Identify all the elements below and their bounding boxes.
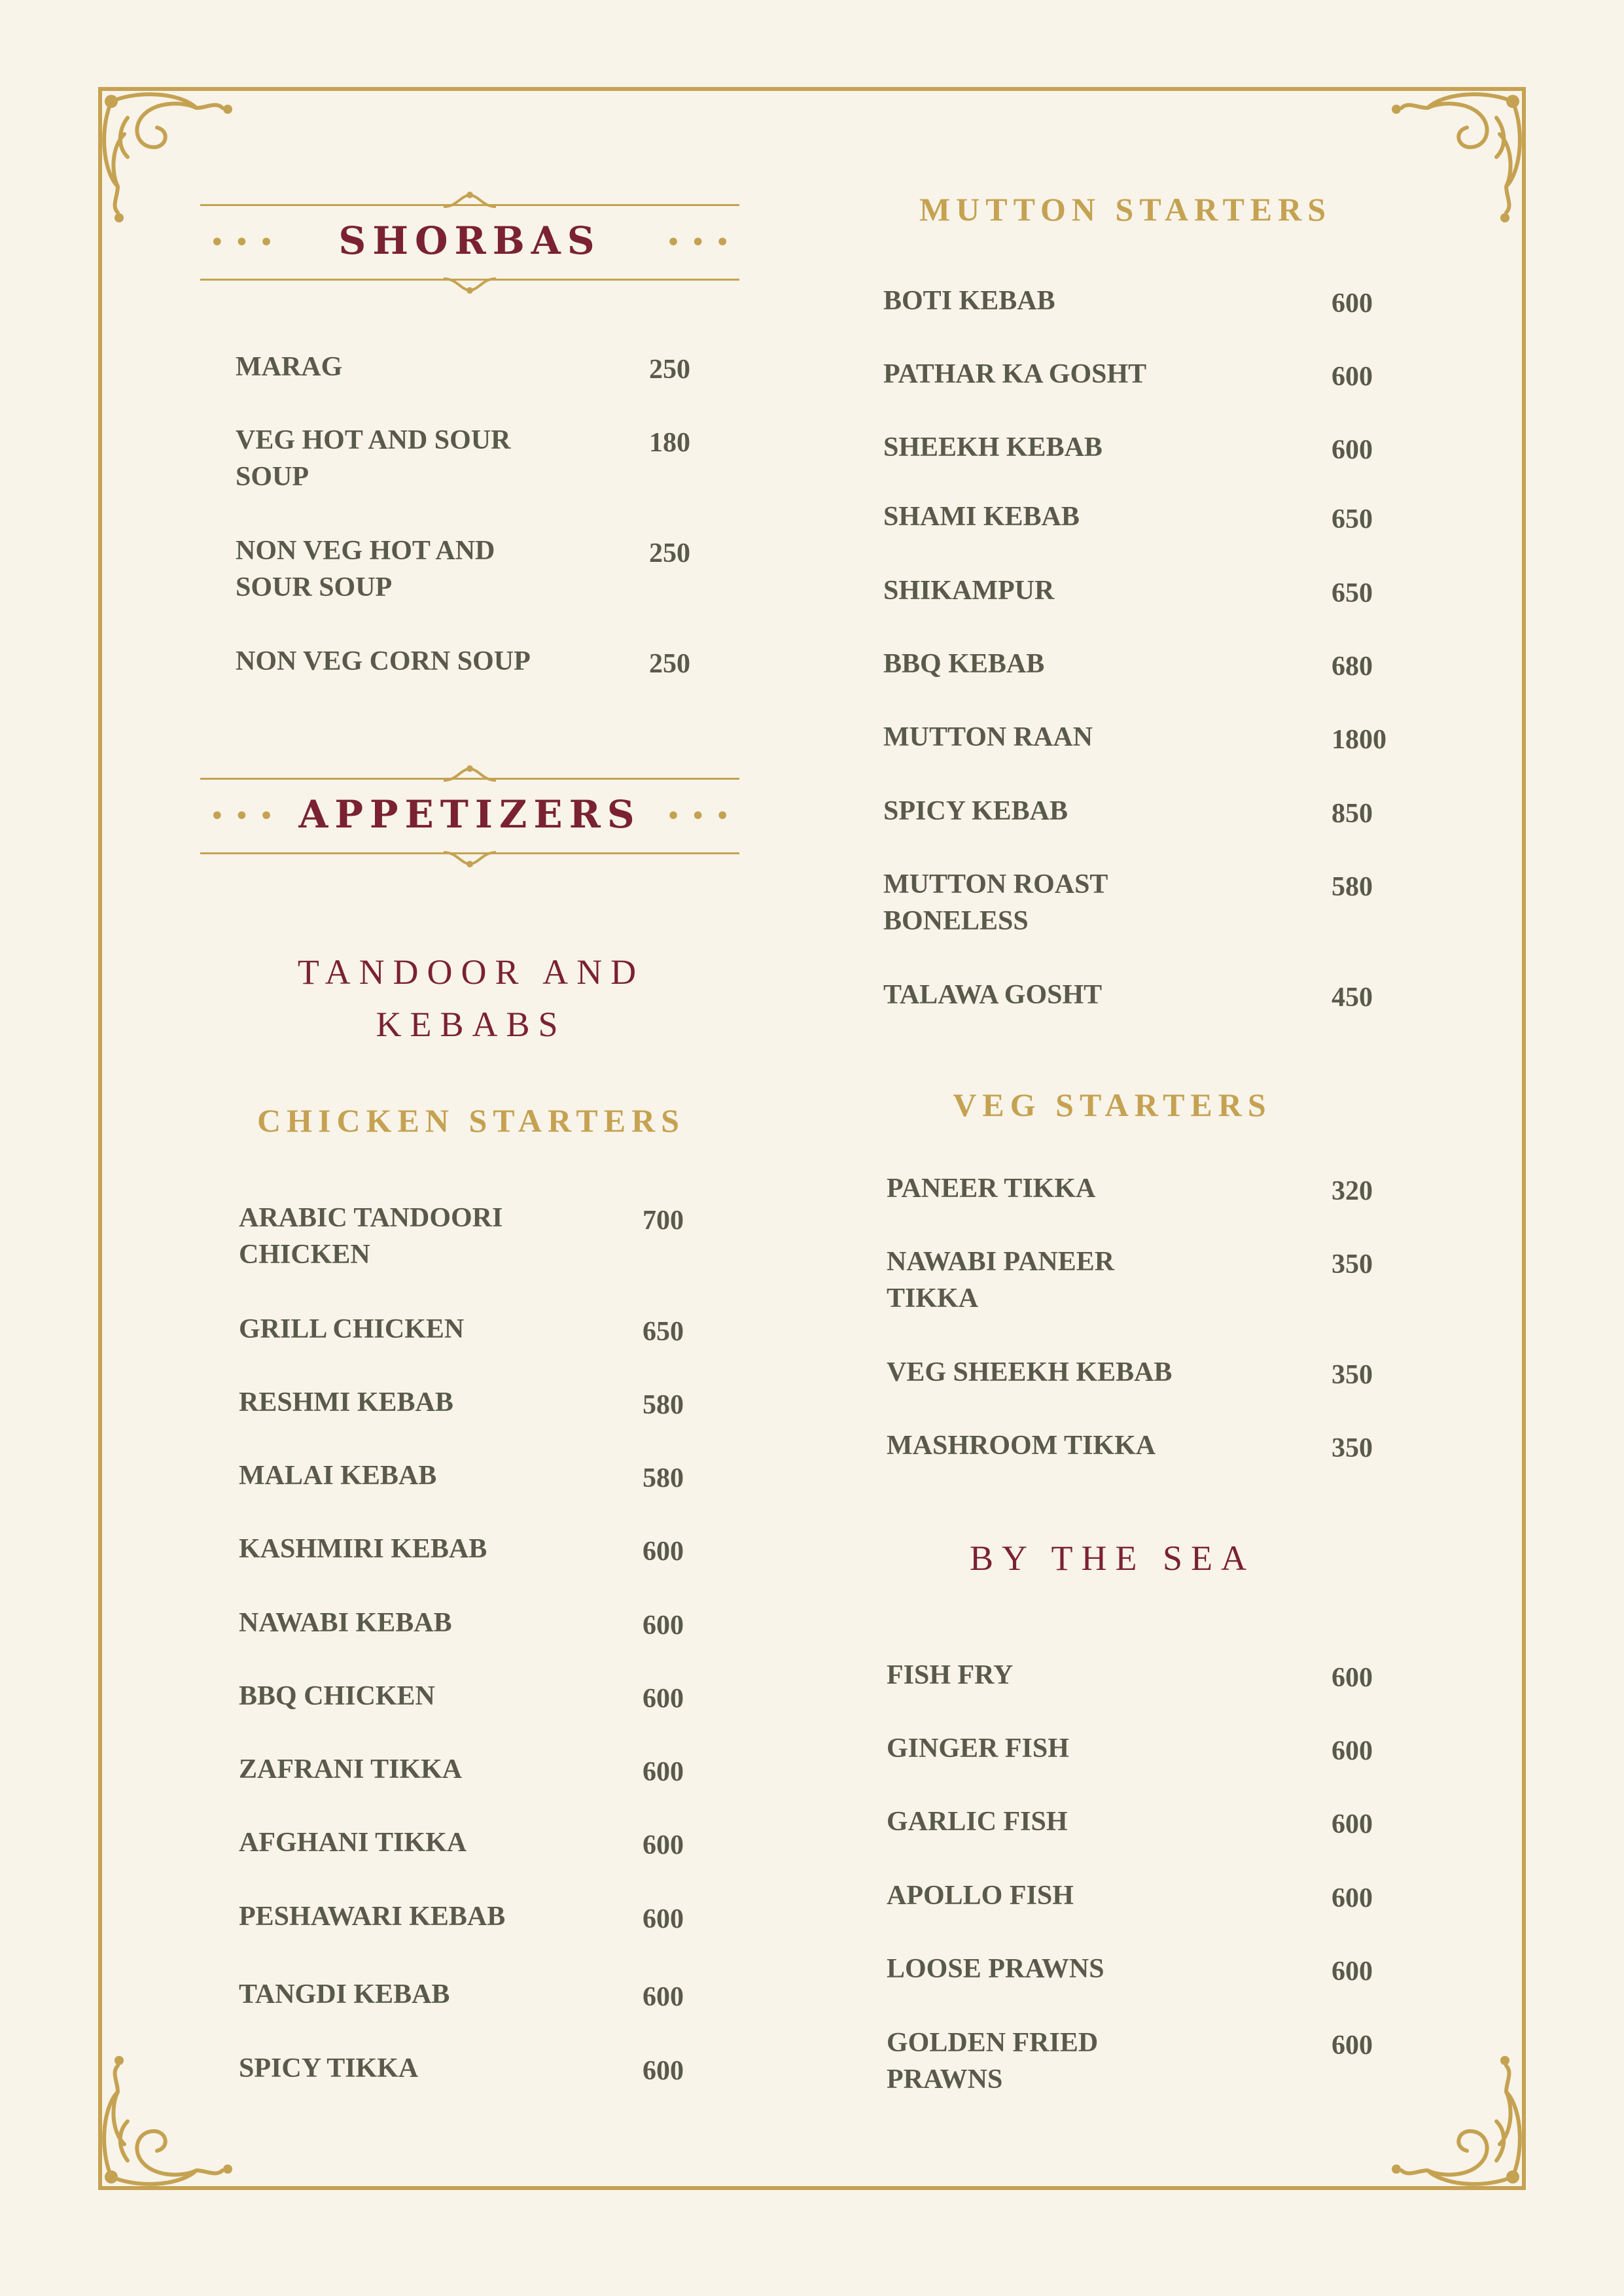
item-name: FISH FRY (887, 1660, 1014, 1690)
item-name: APOLLO FISH (887, 1881, 1074, 1911)
item-name: SHAMI KEBAB (883, 502, 1080, 532)
item-price: 650 (1332, 578, 1373, 608)
item-price: 600 (643, 1757, 684, 1787)
item-name: NON VEG HOT AND SOUR SOUP (236, 536, 495, 602)
scroll-ornament (437, 190, 503, 209)
item-price: 600 (1332, 1883, 1373, 1913)
item-price: 600 (643, 1537, 684, 1567)
item-name: PATHAR KA GOSHT (883, 359, 1147, 389)
item-name: MASHROOM TIKKA (887, 1431, 1156, 1461)
item-price: 350 (1332, 1433, 1373, 1463)
corner-ornament-top-right (1369, 82, 1532, 245)
item-price: 1800 (1332, 725, 1386, 755)
item-price: 600 (1332, 1736, 1373, 1766)
item-name: PESHAWARI KEBAB (239, 1902, 506, 1932)
item-price: 350 (1332, 1360, 1373, 1390)
item-name: KASHMIRI KEBAB (239, 1534, 487, 1564)
section-title-mutton: MUTTON STARTERS (919, 191, 1332, 228)
dots-ornament: ••• (665, 228, 739, 258)
dots-ornament: ••• (209, 801, 283, 831)
item-price: 600 (643, 1684, 684, 1714)
item-name: NON VEG CORN SOUP (236, 646, 531, 676)
item-price: 680 (1332, 652, 1373, 682)
scroll-ornament (437, 276, 503, 296)
item-name: TANGDI KEBAB (239, 1979, 450, 2009)
item-price: 580 (1332, 872, 1373, 902)
item-price: 600 (1332, 435, 1373, 465)
item-name: BOTI KEBAB (883, 286, 1055, 316)
item-price: 180 (649, 428, 690, 458)
item-name: TALAWA GOSHT (883, 980, 1103, 1010)
item-price: 600 (1332, 362, 1373, 392)
item-name: SHEEKH KEBAB (883, 432, 1103, 462)
item-name: VEG HOT AND SOUR SOUP (236, 425, 511, 492)
item-name: MARAG (236, 352, 343, 382)
item-price: 650 (643, 1317, 684, 1347)
item-price: 450 (1332, 983, 1373, 1013)
item-name: AFGHANI TIKKA (239, 1828, 467, 1858)
item-name: BBQ KEBAB (883, 649, 1045, 679)
item-name: MUTTON ROAST BONELESS (883, 869, 1108, 936)
corner-ornament-bottom-right (1369, 2033, 1532, 2197)
item-price: 600 (1332, 1809, 1373, 1839)
item-name: GRILL CHICKEN (239, 1314, 465, 1344)
item-name: GINGER FISH (887, 1733, 1069, 1764)
item-price: 600 (1332, 1957, 1373, 1987)
section-title-chicken: CHICKEN STARTERS (257, 1102, 685, 1139)
item-name: SHIKAMPUR (883, 576, 1055, 606)
item-price: 600 (643, 1904, 684, 1934)
item-price: 580 (643, 1463, 684, 1493)
item-name: LOOSE PRAWNS (887, 1954, 1104, 1984)
item-name: PANEER TIKKA (887, 1174, 1096, 1204)
item-price: 600 (643, 2056, 684, 2086)
item-name: BBQ CHICKEN (239, 1681, 435, 1711)
item-price: 350 (1332, 1249, 1373, 1279)
item-name: VEG SHEEKH KEBAB (887, 1357, 1173, 1387)
item-price: 600 (1332, 1663, 1373, 1693)
item-name: MUTTON RAAN (883, 722, 1093, 752)
item-price: 700 (643, 1206, 684, 1236)
item-price: 600 (643, 1610, 684, 1641)
item-name: SPICY TIKKA (239, 2053, 419, 2083)
appetizers-banner (200, 763, 739, 868)
item-price: 250 (649, 355, 690, 385)
item-price: 650 (1332, 504, 1373, 534)
shorbas-banner (200, 190, 739, 294)
item-name: GOLDEN FRIED PRAWNS (887, 2028, 1099, 2095)
item-price: 250 (649, 649, 690, 679)
item-price: 600 (1332, 2030, 1373, 2061)
section-title-veg: VEG STARTERS (953, 1087, 1272, 1123)
item-price: 600 (643, 1830, 684, 1860)
item-name: NAWABI PANEER TIKKA (887, 1247, 1115, 1313)
item-name: MALAI KEBAB (239, 1461, 437, 1491)
scroll-ornament (437, 850, 503, 869)
item-price: 580 (643, 1390, 684, 1420)
section-title-tandoor: TANDOOR AND KEBABS (297, 952, 645, 1044)
item-price: 600 (1332, 288, 1373, 319)
item-name: ZAFRANI TIKKA (239, 1754, 463, 1784)
item-price: 250 (649, 538, 690, 568)
dots-ornament: ••• (209, 228, 283, 258)
section-title-appetizers: APPETIZERS (298, 792, 641, 837)
item-name: ARABIC TANDOORI CHICKEN (239, 1203, 503, 1270)
scroll-ornament (437, 763, 503, 783)
corner-ornament-bottom-left (92, 2033, 255, 2197)
item-name: SPICY KEBAB (883, 796, 1068, 826)
item-price: 850 (1332, 799, 1373, 829)
item-name: NAWABI KEBAB (239, 1608, 452, 1638)
section-title-shorbas: SHORBAS (338, 218, 601, 263)
item-name: RESHMI KEBAB (239, 1387, 453, 1418)
section-title-sea: BY THE SEA (969, 1539, 1256, 1578)
dots-ornament: ••• (665, 801, 739, 831)
item-price: 320 (1332, 1176, 1373, 1206)
item-price: 600 (643, 1982, 684, 2012)
item-name: GARLIC FISH (887, 1807, 1068, 1837)
